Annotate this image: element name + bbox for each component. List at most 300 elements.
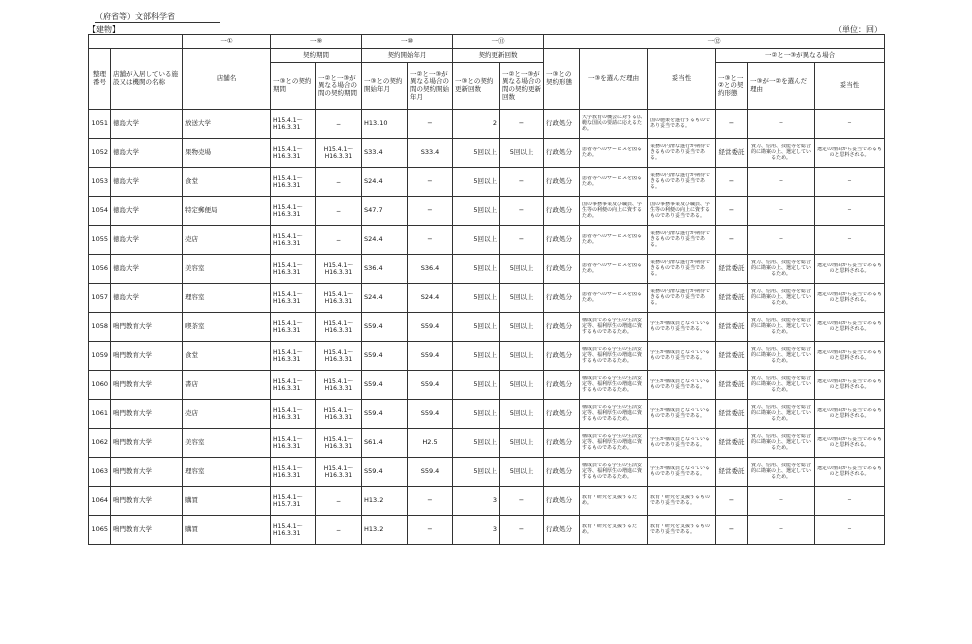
table-row	[89, 197, 885, 226]
row-reason	[580, 313, 648, 342]
row-period-a	[271, 371, 316, 400]
row-renewal-a: 5回以上	[453, 458, 500, 487]
row-period-a	[271, 458, 316, 487]
row-start-a: S24.4	[362, 226, 408, 255]
row-renewal-b: 5回以上	[500, 429, 544, 458]
row-renewal-b: −	[500, 168, 544, 197]
row-start-b: S59.4	[408, 313, 453, 342]
row-start-a: S33.4	[362, 139, 408, 168]
header-contract-start: 契約開始年月	[362, 49, 453, 63]
row-period-b	[316, 197, 362, 226]
row-differ-validity	[815, 458, 885, 487]
row-period-b-text: −	[335, 120, 342, 128]
row-differ-reason-text: 資力、信用、技能等を総合的に勘案の上、選定しているため。	[751, 405, 812, 422]
row-period-b-text: H15.4.1〜H16.3.31	[323, 320, 354, 334]
row-start-a: S24.4	[362, 284, 408, 313]
header-c12-reason: 一③を選んだ理由	[580, 49, 648, 110]
row-reason	[580, 429, 648, 458]
row-differ-reason-text: 資力、信用、技能等を総合的に勘案の上、選定しているため。	[751, 144, 812, 161]
row-start-b: S59.4	[408, 371, 453, 400]
row-start-a: H13.2	[362, 487, 408, 516]
row-differ-validity	[815, 226, 885, 255]
row-renewal-a: 5回以上	[453, 342, 500, 371]
row-number: 1059	[89, 342, 111, 371]
row-period-b	[316, 313, 362, 342]
row-number: 1054	[89, 197, 111, 226]
row-form: 行政処分	[544, 168, 580, 197]
row-differ-form: 経営委託	[716, 429, 748, 458]
header-c12d-form: 一③と一②との契約形態	[716, 63, 748, 110]
row-differ-validity	[815, 197, 885, 226]
row-org: 鳴門教育大学	[111, 429, 183, 458]
table-row	[89, 139, 885, 168]
row-validity-text: 学生が構成員となっているものであり妥当である。	[650, 379, 711, 390]
row-differ-validity	[815, 168, 885, 197]
row-renewal-b: 5回以上	[500, 371, 544, 400]
row-reason-text: 構成員である学生の生活安定等、福利厚生の増進に資するものであるため。	[582, 318, 643, 335]
row-differ-form: −	[716, 168, 748, 197]
header-c11b: 一②と一③が異なる場合の間の契約更新回数	[500, 63, 544, 110]
row-renewal-a: 5回以上	[453, 429, 500, 458]
row-org: 徳島大学	[111, 139, 183, 168]
row-org: 徳島大学	[111, 168, 183, 197]
row-period-b	[316, 255, 362, 284]
row-differ-validity	[815, 255, 885, 284]
header-c9a: 一③との契約期間	[271, 63, 316, 110]
row-reason-text: 構成員である学生の生活安定等、福利厚生の増進に資するものであるため。	[582, 434, 643, 451]
row-number: 1063	[89, 458, 111, 487]
row-renewal-b: 5回以上	[500, 255, 544, 284]
row-reason	[580, 284, 648, 313]
row-renewal-a: 5回以上	[453, 197, 500, 226]
table-row	[89, 226, 885, 255]
row-period-a-text: H15.4.1〜H16.3.31	[273, 523, 303, 537]
row-differ-validity-text: 選定の理由から妥当であるものと思料される。	[817, 350, 883, 361]
row-renewal-b: −	[500, 197, 544, 226]
row-org: 鳴門教育大学	[111, 371, 183, 400]
row-differ-form: 経営委託	[716, 255, 748, 284]
row-differ-validity-text: 選定の理由から妥当であるものと思料される。	[817, 408, 883, 419]
row-renewal-a: 5回以上	[453, 400, 500, 429]
row-differ-form: 経営委託	[716, 284, 748, 313]
row-form: 行政処分	[544, 284, 580, 313]
row-differ-validity	[815, 284, 885, 313]
row-period-b	[316, 516, 362, 545]
row-differ-validity-text: −	[847, 121, 852, 127]
row-validity	[648, 226, 716, 255]
row-period-a-text: H15.4.1〜H15.7.31	[273, 494, 303, 508]
row-differ-reason	[748, 110, 815, 139]
row-differ-form: 経営委託	[716, 342, 748, 371]
row-validity	[648, 458, 716, 487]
header-c10a: 一③との契約開始年月	[362, 63, 408, 110]
row-form: 行政処分	[544, 197, 580, 226]
row-period-b	[316, 371, 362, 400]
row-period-a	[271, 313, 316, 342]
row-differ-reason	[748, 400, 815, 429]
row-reason-text: 患者等へのサービスを図るため。	[582, 263, 643, 274]
row-differ-validity-text: 選定の理由から妥当であるものと思料される。	[817, 321, 883, 332]
table-row	[89, 487, 885, 516]
row-differ-reason	[748, 255, 815, 284]
row-period-b	[316, 458, 362, 487]
row-org: 徳島大学	[111, 226, 183, 255]
table-row	[89, 110, 885, 139]
row-reason	[580, 487, 648, 516]
row-reason-text: 患者等へのサービスを図るため。	[582, 292, 643, 303]
row-validity	[648, 110, 716, 139]
header-c12-form: 一③との契約形態	[544, 49, 580, 110]
row-period-b	[316, 139, 362, 168]
row-differ-reason-text: 資力、信用、技能等を総合的に勘案の上、選定しているため。	[751, 289, 812, 306]
row-period-b	[316, 429, 362, 458]
row-period-b-text: −	[335, 526, 342, 534]
row-period-a	[271, 110, 316, 139]
row-start-b: H2.5	[408, 429, 453, 458]
header-c12d-valid: 妥当性	[815, 63, 885, 110]
row-renewal-b: −	[500, 487, 544, 516]
row-period-a	[271, 342, 316, 371]
row-differ-validity	[815, 313, 885, 342]
row-store: 果物売場	[183, 139, 271, 168]
row-period-b-text: H15.4.1〜H16.3.31	[323, 378, 354, 392]
row-differ-form: 経営委託	[716, 313, 748, 342]
row-org: 鳴門教育大学	[111, 487, 183, 516]
row-period-a	[271, 197, 316, 226]
row-store: 美容室	[183, 255, 271, 284]
row-differ-form: 経営委託	[716, 400, 748, 429]
row-period-a-text: H15.4.1〜H16.3.31	[273, 204, 303, 218]
row-store: 売店	[183, 400, 271, 429]
row-period-b-text: H15.4.1〜H16.3.31	[323, 262, 354, 276]
row-validity	[648, 342, 716, 371]
header-when-differ: 一②と一③が異なる場合	[716, 49, 885, 63]
row-differ-validity-text: 選定の理由から妥当であるものと思料される。	[817, 466, 883, 477]
row-period-b	[316, 226, 362, 255]
row-validity-text: 学生が構成員となっているものであり妥当である。	[650, 437, 711, 448]
row-period-b-text: H15.4.1〜H16.3.31	[323, 146, 354, 160]
row-renewal-a: 5回以上	[453, 168, 500, 197]
row-differ-reason	[748, 313, 815, 342]
row-validity	[648, 487, 716, 516]
row-differ-validity	[815, 110, 885, 139]
row-period-b-text: H15.4.1〜H16.3.31	[323, 465, 354, 479]
row-form: 行政処分	[544, 458, 580, 487]
row-renewal-b: 5回以上	[500, 284, 544, 313]
row-start-a: S59.4	[362, 342, 408, 371]
row-form: 行政処分	[544, 400, 580, 429]
row-form: 行政処分	[544, 226, 580, 255]
row-store: 食堂	[183, 168, 271, 197]
row-period-a	[271, 255, 316, 284]
row-start-b: −	[408, 516, 453, 545]
contract-table	[88, 34, 885, 545]
row-differ-validity	[815, 371, 885, 400]
row-period-b-text: −	[335, 236, 342, 244]
row-number: 1056	[89, 255, 111, 284]
row-renewal-a: 3	[453, 487, 500, 516]
row-start-b: S59.4	[408, 458, 453, 487]
row-period-a	[271, 516, 316, 545]
row-differ-reason	[748, 226, 815, 255]
row-reason-text: 構成員である学生の生活安定等、福利厚生の増進に資するものであるため。	[582, 405, 643, 422]
row-differ-reason-text: −	[778, 237, 784, 243]
row-renewal-a: 5回以上	[453, 226, 500, 255]
row-start-a: S36.4	[362, 255, 408, 284]
row-renewal-b: 5回以上	[500, 400, 544, 429]
row-validity-text: 業務の円滑な遂行が期待できるものであり妥当である。	[650, 231, 711, 248]
row-number: 1051	[89, 110, 111, 139]
row-period-a-text: H15.4.1〜H16.3.31	[273, 378, 303, 392]
row-period-b-text: H15.4.1〜H16.3.31	[323, 436, 354, 450]
table-row	[89, 342, 885, 371]
row-start-a: S47.7	[362, 197, 408, 226]
row-differ-validity	[815, 400, 885, 429]
row-differ-form: 経営委託	[716, 458, 748, 487]
row-store: 理容室	[183, 284, 271, 313]
row-validity-text: 学生が構成員となっているものであり妥当である。	[650, 408, 711, 419]
row-differ-form: 経営委託	[716, 139, 748, 168]
row-org: 徳島大学	[111, 255, 183, 284]
header-contract-period: 契約期間	[271, 49, 362, 63]
row-period-b-text: −	[335, 207, 342, 215]
table-row	[89, 168, 885, 197]
header-group-11: 一⑪	[453, 35, 544, 49]
row-reason	[580, 168, 648, 197]
row-org: 徳島大学	[111, 110, 183, 139]
row-validity-text: 業務の円滑な遂行が期待できるものであり妥当である。	[650, 289, 711, 306]
header-group-9: 一⑨	[271, 35, 362, 49]
row-differ-validity-text: 選定の理由から妥当であるものと思料される。	[817, 437, 883, 448]
row-reason-text: 患者等へのサービスを図るため。	[582, 176, 643, 187]
row-differ-reason	[748, 516, 815, 545]
row-renewal-b: 5回以上	[500, 313, 544, 342]
row-number: 1060	[89, 371, 111, 400]
row-differ-validity	[815, 487, 885, 516]
row-period-a	[271, 226, 316, 255]
row-renewal-b: 5回以上	[500, 342, 544, 371]
row-start-b: S33.4	[408, 139, 453, 168]
row-renewal-b: −	[500, 110, 544, 139]
row-renewal-b: −	[500, 226, 544, 255]
table-row	[89, 255, 885, 284]
row-start-b: S59.4	[408, 342, 453, 371]
row-reason	[580, 255, 648, 284]
row-differ-reason	[748, 371, 815, 400]
row-start-b: S36.4	[408, 255, 453, 284]
row-validity-text: 国の施策を遂行するものであり妥当である。	[650, 118, 711, 129]
row-reason	[580, 197, 648, 226]
row-period-b	[316, 342, 362, 371]
table-row	[89, 371, 885, 400]
row-differ-validity	[815, 139, 885, 168]
row-form: 行政処分	[544, 110, 580, 139]
row-differ-reason-text: 資力、信用、技能等を総合的に勘案の上、選定しているため。	[751, 318, 812, 335]
table-row	[89, 313, 885, 342]
row-period-b	[316, 284, 362, 313]
row-start-a: S59.4	[362, 371, 408, 400]
row-reason-text: 構成員である学生の生活安定等、福利厚生の増進に資するものであるため。	[582, 463, 643, 480]
row-renewal-a: 5回以上	[453, 313, 500, 342]
header-renewal-count: 契約更新回数	[453, 49, 544, 63]
row-number: 1065	[89, 516, 111, 545]
row-reason-text: 患者等へのサービスを図るため。	[582, 234, 643, 245]
row-validity	[648, 400, 716, 429]
row-differ-reason-text: −	[778, 179, 784, 185]
row-period-a-text: H15.4.1〜H16.3.31	[273, 407, 303, 421]
row-renewal-b: 5回以上	[500, 139, 544, 168]
header-c10b: 一②と一③が異なる場合の間の契約開始年月	[408, 63, 453, 110]
row-period-a-text: H15.4.1〜H16.3.31	[273, 262, 303, 276]
row-start-a: S24.4	[362, 168, 408, 197]
row-differ-reason-text: −	[778, 121, 784, 127]
row-differ-form: −	[716, 226, 748, 255]
header-group-1: 一①	[183, 35, 271, 49]
row-start-b: S24.4	[408, 284, 453, 313]
row-form: 行政処分	[544, 487, 580, 516]
row-validity-text: 学生が構成員となっているものであり妥当である。	[650, 321, 711, 332]
row-period-b-text: −	[335, 497, 342, 505]
row-validity-text: 教育・研究を支援するものであり妥当である。	[650, 495, 711, 506]
row-differ-reason	[748, 429, 815, 458]
row-differ-form: −	[716, 110, 748, 139]
row-differ-reason	[748, 197, 815, 226]
row-period-b	[316, 400, 362, 429]
row-validity-text: 国の事務事業及び職員、学生等の利便の向上に資するものであり妥当である。	[650, 202, 711, 219]
row-validity-text: 学生が構成員となっているものであり妥当である。	[650, 350, 711, 361]
row-store: 食堂	[183, 342, 271, 371]
row-differ-form: −	[716, 516, 748, 545]
row-store: 購買	[183, 516, 271, 545]
row-start-b: −	[408, 110, 453, 139]
row-reason	[580, 371, 648, 400]
row-period-b-text: H15.4.1〜H16.3.31	[323, 407, 354, 421]
row-number: 1052	[89, 139, 111, 168]
row-store: 購買	[183, 487, 271, 516]
row-period-a	[271, 284, 316, 313]
row-period-b-text: H15.4.1〜H16.3.31	[323, 291, 354, 305]
row-form: 行政処分	[544, 429, 580, 458]
row-period-b	[316, 168, 362, 197]
row-start-b: −	[408, 197, 453, 226]
row-reason	[580, 110, 648, 139]
row-reason-text: 大学教育の機会に対する広範な国民の要請に応えるため。	[582, 115, 643, 132]
row-form: 行政処分	[544, 139, 580, 168]
row-differ-reason	[748, 168, 815, 197]
row-number: 1064	[89, 487, 111, 516]
row-number: 1062	[89, 429, 111, 458]
row-start-a: S59.4	[362, 313, 408, 342]
row-differ-validity-text: −	[847, 498, 852, 504]
row-differ-validity-text: −	[847, 208, 852, 214]
row-reason-text: 構成員である学生の生活安定等、福利厚生の増進に資するものであるため。	[582, 376, 643, 393]
category-label: 【建物】	[88, 25, 120, 34]
row-store: 放送大学	[183, 110, 271, 139]
table-row	[89, 400, 885, 429]
row-differ-reason-text: −	[778, 208, 784, 214]
header-store-name: 店舗名	[183, 49, 271, 110]
row-differ-form: −	[716, 487, 748, 516]
row-validity	[648, 255, 716, 284]
row-store: 書店	[183, 371, 271, 400]
row-validity	[648, 516, 716, 545]
row-reason	[580, 516, 648, 545]
row-period-a	[271, 400, 316, 429]
row-differ-reason	[748, 342, 815, 371]
table-row	[89, 284, 885, 313]
row-differ-validity-text: 選定の理由から妥当であるものと思料される。	[817, 379, 883, 390]
row-period-a-text: H15.4.1〜H16.3.31	[273, 465, 303, 479]
row-differ-validity-text: 選定の理由から妥当であるものと思料される。	[817, 292, 883, 303]
row-differ-reason-text: 資力、信用、技能等を総合的に勘案の上、選定しているため。	[751, 376, 812, 393]
row-start-b: −	[408, 487, 453, 516]
row-differ-validity-text: −	[847, 179, 852, 185]
header-seiri-bango: 整理番号	[89, 49, 111, 110]
row-period-a-text: H15.4.1〜H16.3.31	[273, 233, 303, 247]
row-reason-text: 国の事務事業及び職員、学生等の利便の向上に資するため。	[582, 202, 643, 219]
row-org: 鳴門教育大学	[111, 342, 183, 371]
header-c11a: 一③との契約更新回数	[453, 63, 500, 110]
row-differ-validity-text: 選定の理由から妥当であるものと思料される。	[817, 263, 883, 274]
row-store: 特定郵便局	[183, 197, 271, 226]
row-period-a	[271, 168, 316, 197]
row-differ-form: 経営委託	[716, 371, 748, 400]
row-start-a: S59.4	[362, 400, 408, 429]
row-validity-text: 業務の円滑な遂行が期待できるものであり妥当である。	[650, 144, 711, 161]
row-form: 行政処分	[544, 342, 580, 371]
header-c12d-reason: 一③が一②を選んだ理由	[748, 63, 815, 110]
row-period-a-text: H15.4.1〜H16.3.31	[273, 349, 303, 363]
row-start-a: S59.4	[362, 458, 408, 487]
row-form: 行政処分	[544, 371, 580, 400]
row-differ-reason-text: 資力、信用、技能等を総合的に勘案の上、選定しているため。	[751, 463, 812, 480]
row-period-b	[316, 110, 362, 139]
row-period-a-text: H15.4.1〜H16.3.31	[273, 117, 303, 131]
row-differ-reason-text: 資力、信用、技能等を総合的に勘案の上、選定しているため。	[751, 347, 812, 364]
row-differ-reason-text: 資力、信用、技能等を総合的に勘案の上、選定しているため。	[751, 434, 812, 451]
row-period-a-text: H15.4.1〜H16.3.31	[273, 436, 303, 450]
row-reason-text: 構成員である学生の生活安定等、福利厚生の増進に資するものであるため。	[582, 347, 643, 364]
header-blank	[89, 35, 183, 49]
row-number: 1053	[89, 168, 111, 197]
row-reason	[580, 139, 648, 168]
row-reason	[580, 458, 648, 487]
row-differ-validity-text: −	[847, 237, 852, 243]
row-differ-reason	[748, 139, 815, 168]
table-row	[89, 458, 885, 487]
row-validity	[648, 371, 716, 400]
row-start-a: S61.4	[362, 429, 408, 458]
row-validity	[648, 429, 716, 458]
row-renewal-a: 5回以上	[453, 139, 500, 168]
unit-label: （単位：回）	[834, 25, 882, 34]
row-start-b: −	[408, 168, 453, 197]
header-group-12: 一⑫	[544, 35, 885, 49]
row-org: 徳島大学	[111, 197, 183, 226]
row-validity-text: 学生が構成員となっているものであり妥当である。	[650, 466, 711, 477]
row-start-b: −	[408, 226, 453, 255]
row-reason-text: 教育・研究を支援するため。	[582, 524, 638, 535]
row-store: 理容室	[183, 458, 271, 487]
row-period-a-text: H15.4.1〜H16.3.31	[273, 291, 303, 305]
row-org: 徳島大学	[111, 284, 183, 313]
row-validity-text: 教育・研究を支援するものであり妥当である。	[650, 524, 711, 535]
row-number: 1058	[89, 313, 111, 342]
row-differ-reason-text: −	[778, 527, 784, 533]
header-c12-valid: 妥当性	[648, 49, 716, 110]
row-start-b: S59.4	[408, 400, 453, 429]
row-org: 鳴門教育大学	[111, 400, 183, 429]
